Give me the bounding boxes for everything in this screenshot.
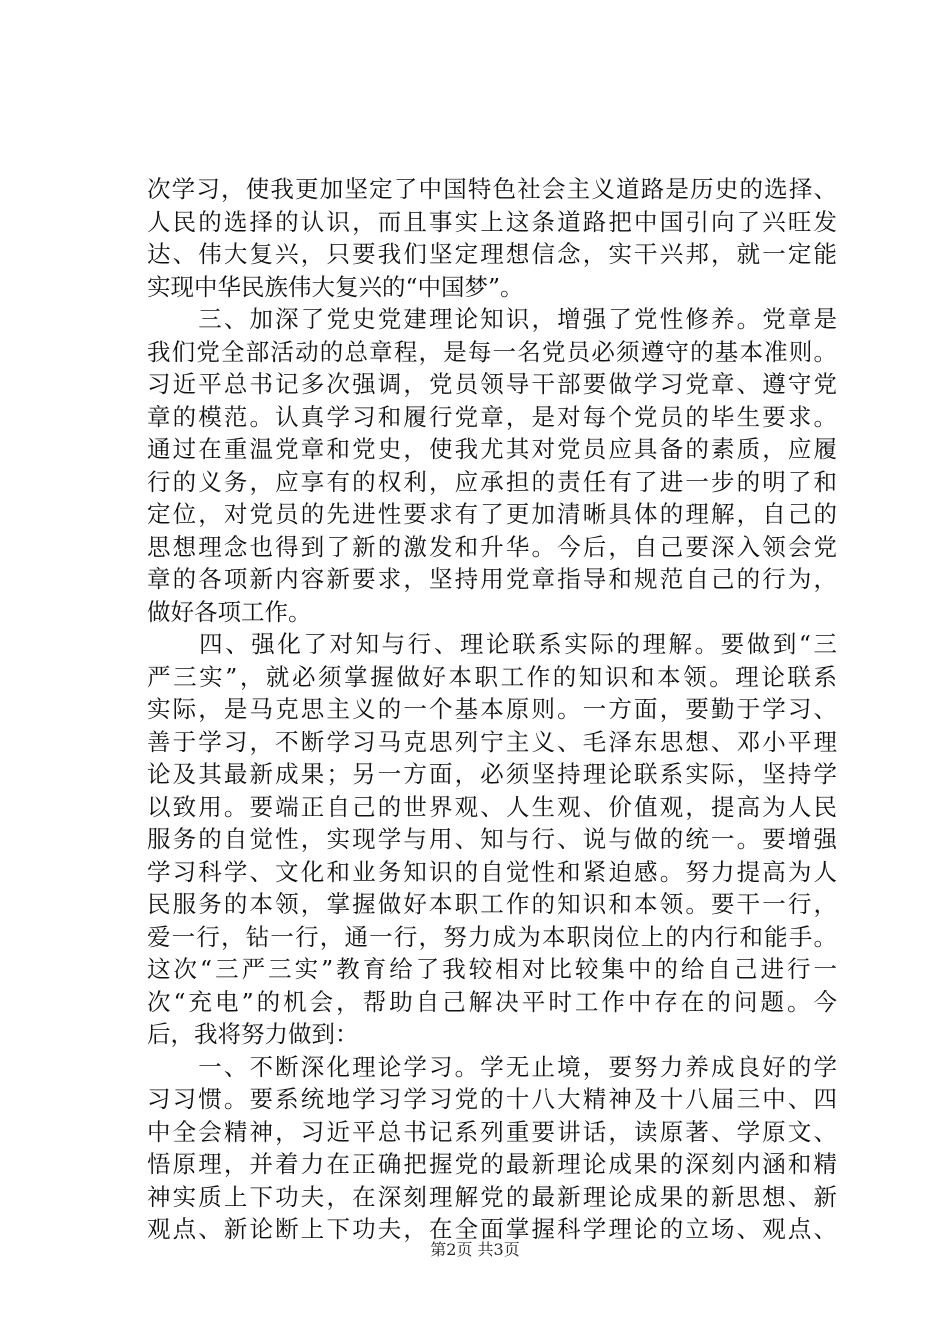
text-line: 做好各项工作。 — [147, 597, 312, 626]
text-line: 通过在重温党章和党史，使我尤其对党员应具备的素质，应履 — [147, 435, 837, 463]
text-line: 学习科学、文化和业务知识的自觉性和紧迫感。努力提高为人 — [147, 857, 837, 886]
text-line: 以致用。要端正自己的世界观、人生观、价值观，提高为人民 — [147, 792, 837, 821]
text-line: 实际，是马克思主义的一个基本原则。一方面，要勤于学习、 — [147, 695, 837, 723]
text-line: 悟原理，并着力在正确把握党的最新理论成果的深刻内涵和精 — [147, 1150, 837, 1178]
text-line: 习近平总书记多次强调，党员领导干部要做学习党章、遵守党 — [147, 370, 837, 398]
page-number-footer: 第2页 共3页 — [430, 1240, 520, 1259]
text-line: 行的义务，应享有的权利，应承担的责任有了进一步的明了和 — [147, 467, 837, 496]
text-line: 人民的选择的认识，而且事实上这条道路把中国引向了兴旺发 — [147, 207, 837, 236]
text-line: 三、加深了党史党建理论知识，增强了党性修养。党章是 — [147, 305, 837, 333]
text-line: 严三实”，就必须掌握做好本职工作的知识和本领。理论联系 — [147, 662, 837, 691]
text-line: 定位，对党员的先进性要求有了更加清晰具体的理解，自己的 — [147, 500, 837, 528]
text-line: 次“充电”的机会，帮助自己解决平时工作中存在的问题。今 — [147, 987, 837, 1016]
text-line: 我们党全部活动的总章程，是每一名党员必须遵守的基本准则。 — [147, 337, 837, 366]
text-line: 实现中华民族伟大复兴的“中国梦”。 — [147, 272, 524, 301]
text-line: 这次“三严三实”教育给了我较相对比较集中的给自己进行一 — [147, 955, 837, 983]
text-line: 善于学习，不断学习马克思列宁主义、毛泽东思想、邓小平理 — [147, 727, 837, 756]
text-line: 章的各项新内容新要求，坚持用党章指导和规范自己的行为， — [147, 565, 837, 593]
text-line: 四、强化了对知与行、理论联系实际的理解。要做到“三 — [147, 630, 837, 658]
text-line: 神实质上下功夫，在深刻理解党的最新理论成果的新思想、新 — [147, 1182, 837, 1211]
text-line: 民服务的本领，掌握做好本职工作的知识和本领。要干一行， — [147, 890, 837, 918]
text-line: 观点、新论断上下功夫，在全面掌握科学理论的立场、观点、 — [147, 1215, 837, 1243]
text-line: 达、伟大复兴，只要我们坚定理想信念，实干兴邦，就一定能 — [147, 240, 837, 268]
text-line: 中全会精神，习近平总书记系列重要讲话，读原著、学原文、 — [147, 1117, 837, 1146]
text-line: 次学习，使我更加坚定了中国特色社会主义道路是历史的选择、 — [147, 175, 837, 203]
text-line: 服务的自觉性，实现学与用、知与行、说与做的统一。要增强 — [147, 825, 837, 853]
text-line: 习习惯。要系统地学习学习党的十八大精神及十八届三中、四 — [147, 1085, 837, 1113]
text-line: 章的模范。认真学习和履行党章，是对每个党员的毕生要求。 — [147, 402, 837, 431]
text-line: 一、不断深化理论学习。学无止境，要努力养成良好的学 — [147, 1052, 837, 1081]
text-line: 论及其最新成果；另一方面，必须坚持理论联系实际，坚持学 — [147, 760, 837, 788]
text-line: 爱一行，钻一行，通一行，努力成为本职岗位上的内行和能手。 — [147, 922, 837, 951]
text-line: 思想理念也得到了新的激发和升华。今后，自己要深入领会党 — [147, 532, 837, 561]
text-line: 后，我将努力做到： — [147, 1020, 359, 1048]
document-body — [147, 173, 837, 1246]
